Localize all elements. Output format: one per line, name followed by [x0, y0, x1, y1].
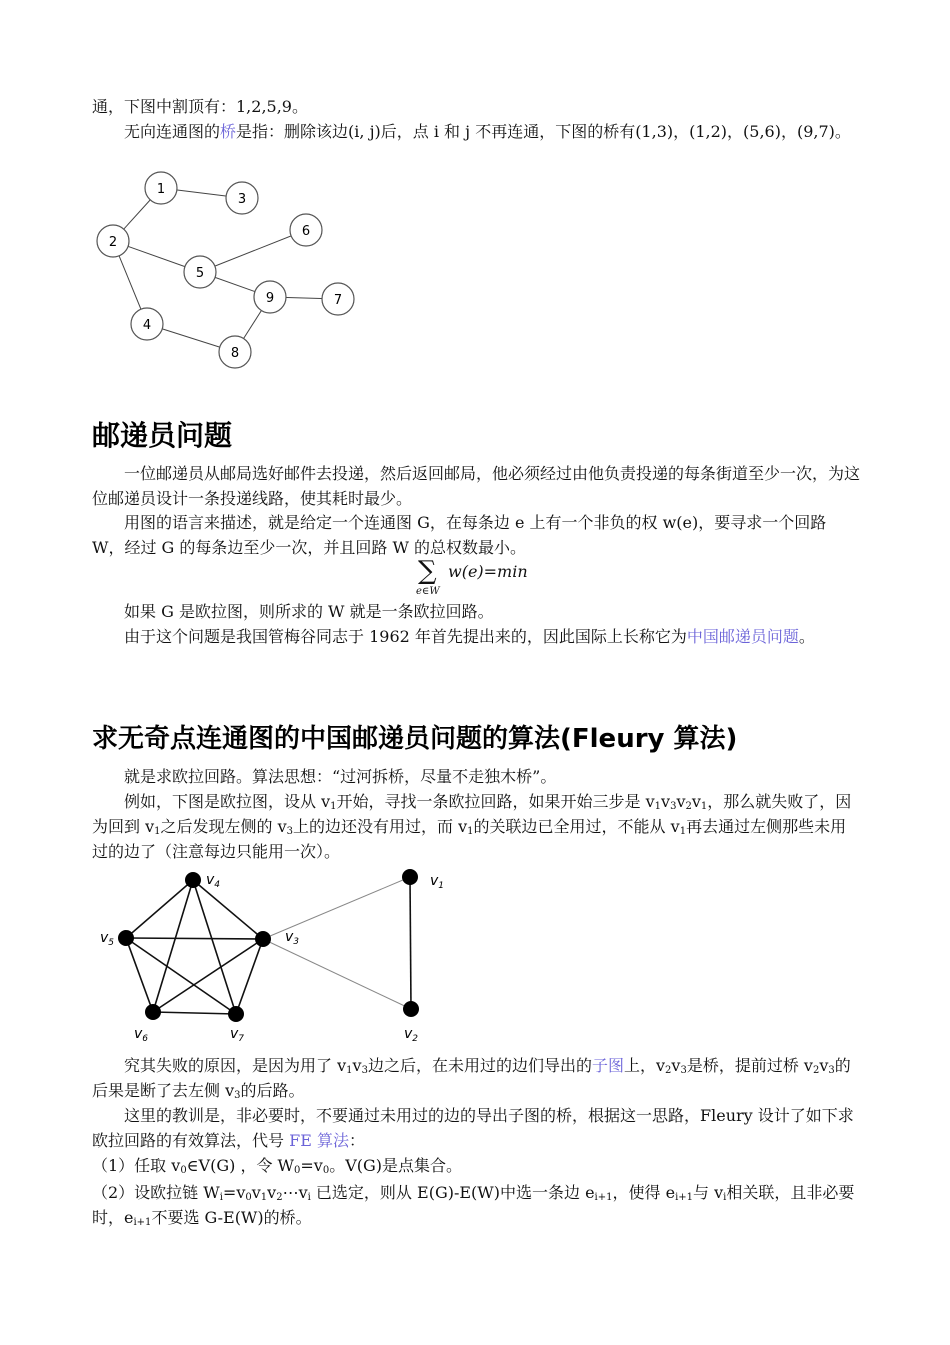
subscript: 3 [670, 801, 677, 812]
vertex-v6 [145, 1004, 161, 1020]
subscript: 1 [467, 826, 474, 837]
subscript: 1 [654, 801, 662, 812]
graph-node [131, 308, 163, 340]
subscript: 1 [700, 801, 708, 812]
subscript: 1 [154, 826, 161, 837]
vertex-v3 [255, 931, 271, 947]
intro-line [92, 94, 862, 119]
step2-text-i: 相关联，且非必要时，e [92, 1183, 855, 1227]
graph-node [184, 256, 216, 288]
p3-text-f: 的后路。 [240, 1081, 305, 1100]
graph-node [226, 182, 258, 214]
subscript: 3 [286, 826, 294, 837]
subscript: 3 [828, 1065, 835, 1076]
svg-text:3: 3 [237, 192, 247, 207]
vertex-label: $v_1$ [430, 873, 445, 891]
subscript: 0 [180, 1165, 187, 1176]
step1-text-c: =v [300, 1156, 323, 1175]
formula-expression: w(e)=min [448, 562, 528, 581]
step2-text-a: （2）设欧拉链 W [92, 1183, 220, 1202]
vertex-label: $v_3$ [285, 929, 300, 947]
step2-text-e: ⋯v [282, 1183, 308, 1202]
p3-text-e: 的后果是断了去左侧 v [92, 1056, 851, 1100]
subscript: 2 [276, 1192, 283, 1203]
step2-text-f: 已选定，则从 E(G)-E(W)中选一条边 e [310, 1183, 595, 1202]
subscript: 1 [260, 1192, 268, 1203]
svg-text:9: 9 [265, 291, 275, 306]
vertex-v1 [402, 869, 418, 885]
vertex-v4 [185, 872, 201, 888]
subscript: 0 [245, 1192, 252, 1203]
subscript: 2 [685, 801, 692, 812]
bridge-text-after: 是指：删除该边(i, j)后，点 i 和 j 不再连通，下图的桥有(1,3)，(1,2)，(5,6)，(9,7)。 [236, 122, 851, 141]
p3-text-d: 是桥，提前过桥 v [686, 1056, 813, 1075]
edge-v1-v2 [410, 877, 411, 1009]
cut-vertex-text: 通，下图中割顶有：1,2,5,9。 [92, 97, 308, 116]
bridge-graph-figure [90, 168, 370, 376]
chinese-postman-link[interactable]: 中国邮递员问题 [686, 627, 799, 646]
vertex-label: $v_5$ [100, 930, 115, 948]
subscript: i+1 [594, 1192, 613, 1203]
graph-node [97, 225, 129, 257]
svg-text:8: 8 [230, 346, 240, 361]
euler-graph-figure [96, 866, 456, 1050]
step2-text-c: v [251, 1183, 261, 1202]
subscript: 0 [293, 1165, 301, 1176]
step1-text-b: ∈V(G) ，令 W [186, 1156, 294, 1175]
graph2-edges [126, 880, 263, 1014]
subscript: 1 [679, 826, 687, 837]
p2-text-c: ，那么就失败了，因为回到 v [92, 792, 852, 836]
step2-text-b: =v [222, 1183, 246, 1202]
p2-text-e: 上的边还没有用过，而 v [293, 817, 468, 836]
subscript: i+1 [675, 1192, 694, 1203]
bridge-link[interactable]: 桥 [220, 122, 237, 141]
step2-text-h: 与 v [693, 1183, 724, 1202]
svg-text:1: 1 [156, 182, 166, 197]
vertex-v5 [118, 930, 134, 946]
vertex-v2 [403, 1001, 419, 1017]
subscript: 0 [322, 1165, 330, 1176]
p3-text-b: 边之后，在未用过的边们导出的 [367, 1056, 592, 1075]
fe-algorithm-link[interactable]: FE 算法 [289, 1131, 349, 1150]
p3-text-a: 究其失败的原因，是因为用了 v [124, 1056, 347, 1075]
postman-paragraph-4 [92, 624, 862, 649]
subscript: i [723, 1192, 727, 1203]
section-title-postman: 邮递员问题 [92, 419, 233, 452]
bridge-text-before: 无向连通图的 [124, 122, 221, 141]
p2-text-d: 之后发现左侧的 v [160, 817, 287, 836]
graph1-nodes [97, 172, 354, 368]
graph-node [322, 283, 354, 315]
subscript: 3 [234, 1090, 241, 1101]
postman-paragraph-3: 如果 G 是欧拉图，则所求的 W 就是一条欧拉回路。 [124, 602, 494, 621]
sum-index: e∈W [416, 586, 440, 597]
vertex-label: $v_7$ [230, 1026, 245, 1044]
fleury-paragraph-1: 就是求欧拉回路。算法思想：“过河拆桥，尽量不走独木桥”。 [124, 767, 557, 786]
svg-text:4: 4 [142, 318, 152, 333]
vertex-label: $v_6$ [134, 1026, 149, 1044]
bridge-paragraph [92, 119, 862, 144]
fleury-paragraph-3: 究其失败的原因，是因为用了 $v_1v_3$边之后，在未用过的边们导出的子图上，$v_2v_3$是桥，提前过桥 $v_2v_3$的后果是断了去左侧 $v_3$的后路。 [92, 1056, 851, 1101]
p2-text-a: 例如，下图是欧拉图，设从 v [124, 792, 331, 811]
p4-text-a: 这里的教训是，非必要时，不要通过未用过的边的导出子图的桥，根据这一思路，Fleury 设计了如下求欧拉回路的有效算法，代号 [92, 1106, 854, 1150]
subscript: i+1 [133, 1217, 152, 1228]
algorithm-step-2 [92, 1180, 862, 1230]
subscript: i [219, 1192, 223, 1203]
section-title-fleury: 求无奇点连通图的中国邮递员问题的算法(Fleury 算法) [92, 724, 738, 754]
step1-text-a: （1）任取 v [92, 1156, 181, 1175]
fleury-paragraph-2: 例如，下图是欧拉图，设从 $v_1$开始，寻找一条欧拉回路，如果开始三步是 $v_1v_3v_2v_1$，那么就失败了，因为回到 $v_1$之后发现左侧的 $v_3$上的边还没有用过，而 $v_1$的关联边已全用过，不能从 $v_1$再去通过左侧那些未用过的边了（注意每边只能用一次）。 [92, 792, 852, 861]
subscript: i [307, 1192, 311, 1203]
p4-text: 由于这个问题是我国管梅谷同志于 1962 年首先提出来的，因此国际上长称它为 [124, 627, 687, 646]
step1-text-d: 。V(G)是点集合。 [329, 1156, 463, 1175]
step2-text-d: v [267, 1183, 277, 1202]
p2-text-f: 的关联边已全用过，不能从 v [473, 817, 680, 836]
svg-text:7: 7 [333, 293, 343, 308]
subgraph-link[interactable]: 子图 [591, 1056, 624, 1075]
subscript: 1 [330, 801, 337, 812]
svg-text:5: 5 [195, 266, 205, 281]
algorithm-step-1 [92, 1153, 862, 1178]
graph-node [219, 336, 251, 368]
subscript: 3 [361, 1065, 368, 1076]
graph-node [290, 214, 322, 246]
fleury-paragraph-4 [92, 1103, 862, 1153]
subscript: 3 [680, 1065, 687, 1076]
p2-text-b: 开始，寻找一条欧拉回路，如果开始三步是 v [336, 792, 655, 811]
subscript: 1 [346, 1065, 353, 1076]
postman-paragraph-2: 用图的语言来描述，就是给定一个连通图 G，在每条边 e 上有一个非负的权 w(e)，要寻求一个回路 W，经过 G 的每条边至少一次，并且回路 W 的总权数最小。 [92, 513, 827, 557]
subscript: 2 [812, 1065, 820, 1076]
step2-text-g: ，使得 e [612, 1183, 676, 1202]
vertex-label: $v_4$ [206, 872, 221, 890]
p3-text-c: 上，v [623, 1056, 666, 1075]
p2-text-g: 再去通过左侧那些未用过的边了（注意每边只能用一次）。 [92, 817, 847, 861]
vertex-v7 [228, 1006, 244, 1022]
graph-node [254, 281, 286, 313]
p4-end: 。 [798, 627, 815, 646]
graph-node [145, 172, 177, 204]
step2-text-j: 不要选 G-E(W)的桥。 [151, 1208, 312, 1227]
p4-text-b: ： [348, 1131, 365, 1150]
postman-paragraph-1: 一位邮递员从邮局选好邮件去投递，然后返回邮局，他必须经过由他负责投递的每条街道至少一次，为这位邮递员设计一条投递线路，使其耗时最少。 [92, 464, 861, 508]
objective-formula [414, 556, 554, 600]
vertex-label: $v_2$ [404, 1026, 419, 1044]
svg-text:6: 6 [301, 224, 311, 239]
sum-symbol: ∑ [418, 556, 437, 586]
subscript: 2 [665, 1065, 672, 1076]
svg-text:2: 2 [108, 235, 118, 250]
